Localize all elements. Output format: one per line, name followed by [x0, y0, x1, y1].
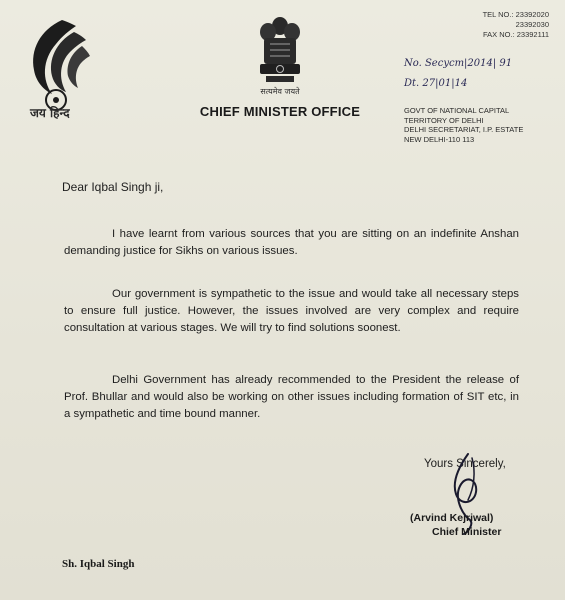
contact-block [483, 10, 549, 40]
reference-block [404, 54, 512, 94]
contact-tel-line-2: 23392030 [515, 20, 549, 29]
body-paragraph: Our government is sympathetic to the issue and would take all necessary steps to ensure full justice. However, the issues involved are very complex and require consultation at various stages. We will try to find solutions soonest. [64, 288, 519, 334]
body-paragraph: I have learnt from various sources that you are sitting on an indefinite Anshan demanding justice for Sikhs on various issues. [64, 228, 519, 257]
reference-number: No. Secycm|2014| 91 [404, 58, 513, 69]
address-line: TERRITORY OF DELHI [404, 115, 484, 125]
office-address [404, 106, 523, 144]
address-line: NEW DELHI-110 113 [404, 134, 475, 144]
closing-text: Yours Sincerely, [424, 458, 506, 470]
contact-tel-line: TEL NO.: 23392020 [482, 10, 549, 19]
contact-fax-line: FAX NO.: 23392111 [482, 30, 549, 39]
salutation: Dear Iqbal Singh ji, [62, 180, 164, 194]
emblem-motto: सत्यमेव जयते [260, 87, 300, 96]
address-line: GOVT OF NATIONAL CAPITAL [404, 106, 510, 115]
body-paragraph: Delhi Government has already recommended to the President the release of Prof. Bhullar and would also be working on other issues including formation of SIT etc, in a sympathetic and time bound manner. [64, 374, 519, 420]
signer-name: (Arvind Kejriwal) [410, 512, 494, 524]
address-line: DELHI SECRETARIAT, I.P. ESTATE [404, 125, 524, 134]
handwritten-signature-icon [438, 448, 498, 538]
jai-hind-text: जय हिन्द [30, 106, 70, 120]
national-emblem-icon [250, 14, 310, 88]
reference-date: Dt. 27|01|14 [404, 78, 468, 89]
office-title: CHIEF MINISTER OFFICE [199, 104, 361, 119]
addressee-name: Sh. Iqbal Singh [62, 558, 135, 570]
signer-title: Chief Minister [432, 526, 502, 538]
